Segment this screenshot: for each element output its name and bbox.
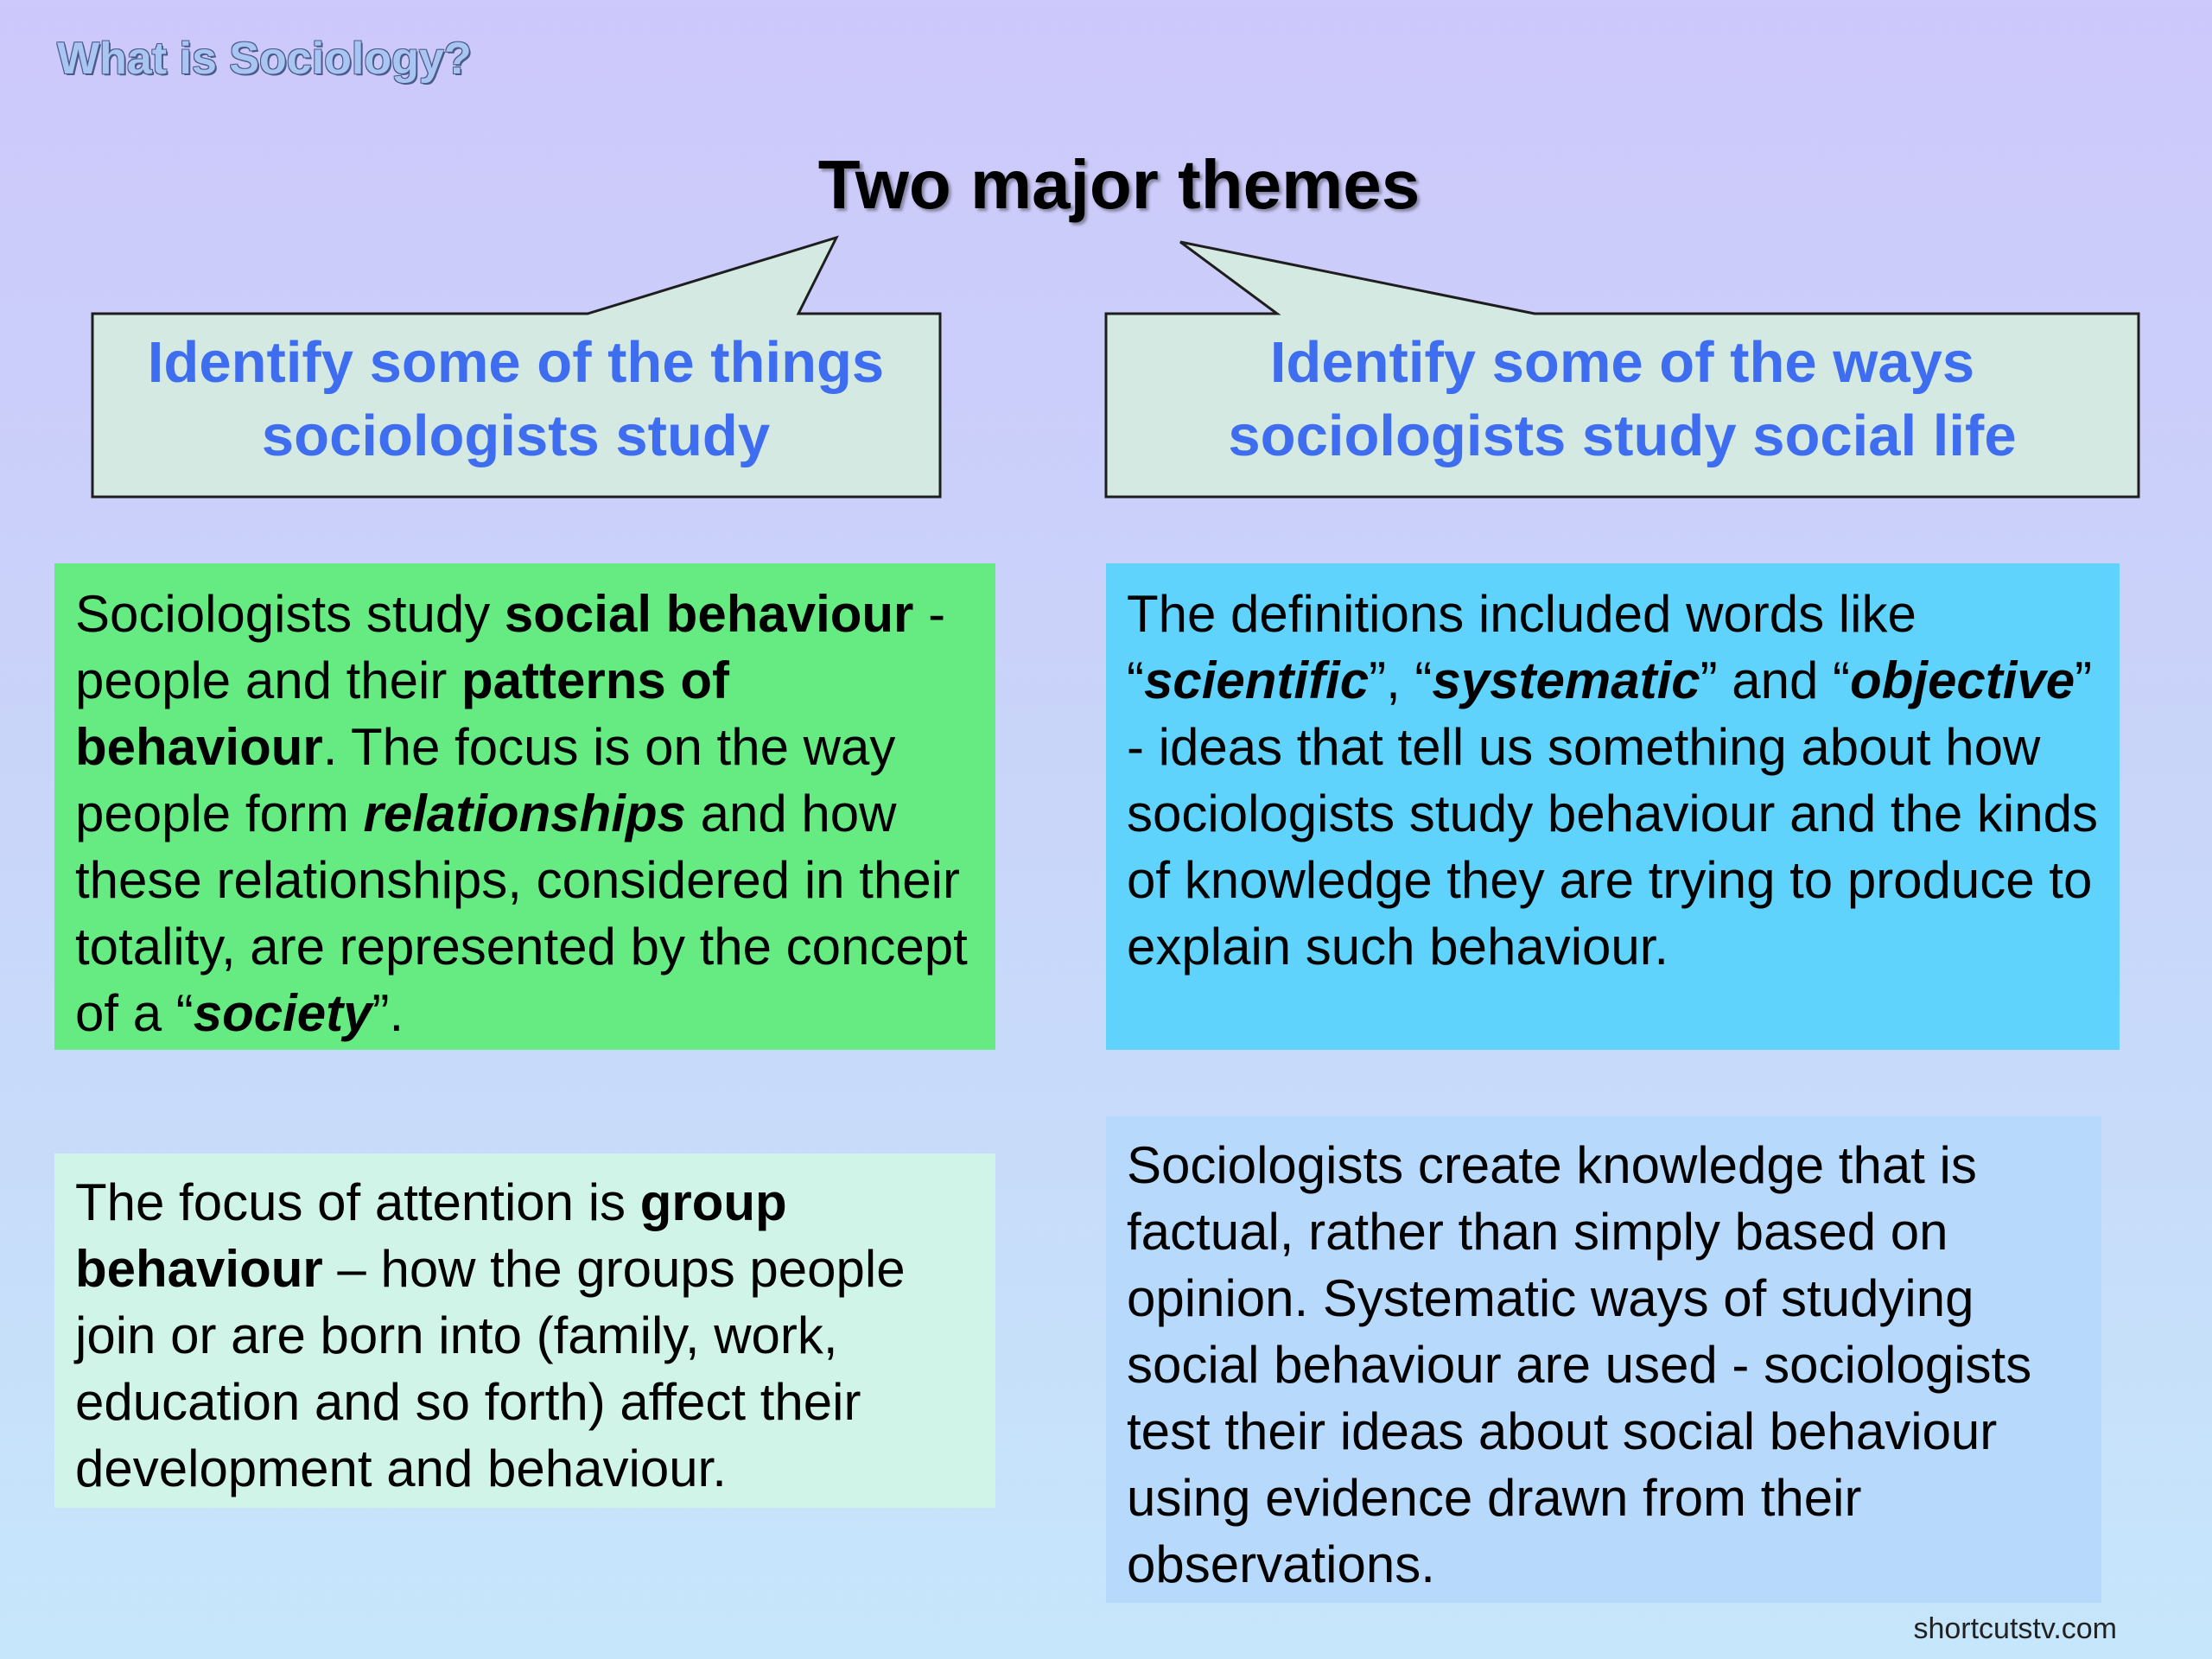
text-run: ”, “ bbox=[1369, 652, 1433, 709]
callout-left-line1: Identify some of the things bbox=[147, 330, 885, 395]
social-behaviour-box bbox=[54, 563, 995, 1050]
callout-right-text bbox=[1106, 326, 2139, 473]
text-run: The definitions included words like “ bbox=[1127, 585, 1916, 709]
text-run: and how these relationships, considered in their totality, are represented by the concept of a “ bbox=[75, 785, 968, 1042]
definitions-box bbox=[1106, 563, 2120, 1050]
footer-source: shortcutstv.com bbox=[1913, 1612, 2117, 1645]
emphasis-relationships: relationships bbox=[363, 785, 686, 842]
text-run: The focus of attention is bbox=[75, 1173, 640, 1231]
text-run: ”. bbox=[372, 984, 404, 1042]
text-run: ” and “ bbox=[1700, 652, 1851, 709]
slide-title: Two major themes bbox=[817, 146, 1421, 223]
emphasis-objective: objective bbox=[1850, 652, 2075, 709]
emphasis-social-behaviour: social behaviour bbox=[504, 585, 914, 643]
emphasis-patterns-of-behaviour: patterns of behaviour bbox=[75, 652, 730, 776]
callout-right-line2: sociologists study social life bbox=[1228, 404, 2017, 468]
callout-left-line2: sociologists study bbox=[261, 404, 771, 468]
emphasis-systematic: systematic bbox=[1432, 652, 1700, 709]
slide-section-header: What is Sociology? bbox=[57, 34, 472, 84]
text-run: - people and their bbox=[75, 585, 946, 709]
callout-left-text bbox=[92, 326, 939, 473]
text-run: ” - ideas that tell us something about how sociologists study behaviour and the kinds of knowledge they are trying to produce to explain such behaviour. bbox=[1127, 652, 2099, 976]
text-run: Sociologists create knowledge that is factual, rather than simply based on opinion. Systematic ways of studying social behaviour are used - sociologists test their ideas about social behaviour using evidence drawn from their observations. bbox=[1127, 1136, 2032, 1593]
emphasis-group-behaviour: group behaviour bbox=[75, 1173, 787, 1298]
emphasis-society: society bbox=[193, 984, 372, 1042]
callout-right-line1: Identify some of the ways bbox=[1269, 330, 1975, 395]
knowledge-box bbox=[1106, 1116, 2101, 1603]
text-run: . The focus is on the way people form bbox=[75, 718, 896, 842]
group-behaviour-box bbox=[54, 1154, 995, 1508]
emphasis-scientific: scientific bbox=[1143, 652, 1370, 709]
text-run: Sociologists study bbox=[75, 585, 505, 643]
text-run: – how the groups people join or are born into (family, work, education and so forth) affect their development and behaviour. bbox=[75, 1240, 906, 1497]
